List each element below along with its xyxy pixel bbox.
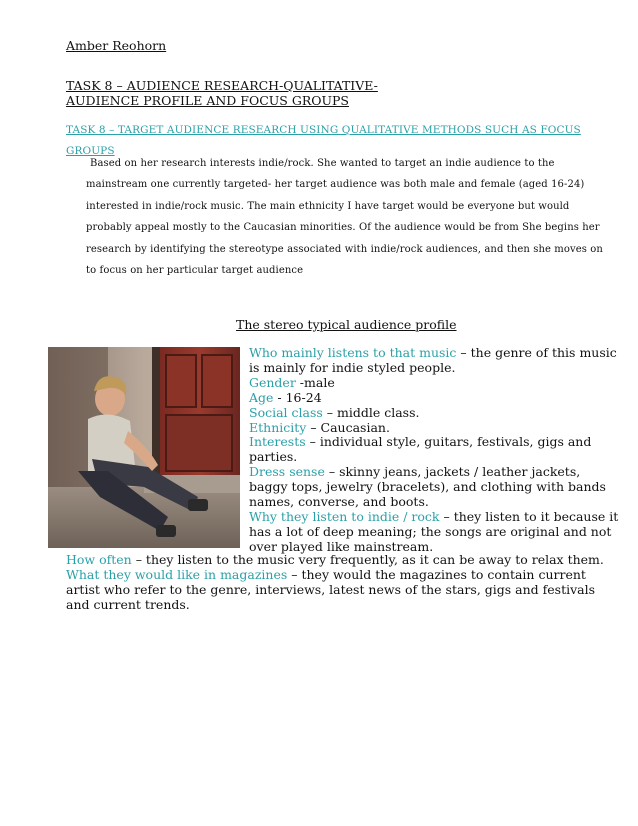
profile-item-text: -male xyxy=(295,374,335,390)
audience-profile-bottom xyxy=(66,553,621,613)
profile-item xyxy=(66,568,621,613)
profile-item-label: Interests xyxy=(249,434,306,450)
profile-item-text: – they listen to the music very frequently, as it can be away to relax them. xyxy=(131,552,604,567)
intro-line: mainstream one currently targeted- her target audience was both male and female (aged 16-24) xyxy=(86,179,585,191)
profile-item xyxy=(249,376,619,391)
profile-item-text: – they listen to it because it has a lot of deep meaning; the songs are original and not over played like mainstream. xyxy=(249,508,619,554)
profile-item-label: Why they listen to indie / rock xyxy=(249,508,440,524)
profile-item-label: Social class xyxy=(249,404,323,420)
intro-line: Based on her research interests indie/rock. She wanted to target an indie audience to the xyxy=(90,158,555,169)
task-title-line-2: AUDIENCE PROFILE AND FOCUS GROUPS xyxy=(66,93,349,108)
intro-line: interested in indie/rock music. The main ethnicity I have target would be everyone but would xyxy=(86,200,570,212)
profile-item-label: Gender xyxy=(249,374,296,390)
profile-item-label: Who mainly listens to that music xyxy=(249,345,457,360)
profile-item-label: Age xyxy=(249,389,274,405)
profile-title: The stereo typical audience profile xyxy=(236,317,457,332)
profile-item-text: – Caucasian. xyxy=(306,419,390,435)
profile-item-text: – individual style, guitars, festivals, gigs and parties. xyxy=(249,434,592,465)
profile-item-label: Ethnicity xyxy=(249,419,307,435)
profile-item xyxy=(249,465,619,510)
author-name: Amber Reohorn xyxy=(66,38,167,53)
sub-heading: TASK 8 – TARGET AUDIENCE RESEARCH USING QUALITATIVE METHODS SUCH AS FOCUS GROUPS xyxy=(66,124,581,157)
profile-item xyxy=(249,346,619,376)
profile-item-text: - 16-24 xyxy=(273,389,322,405)
profile-item-text: – middle class. xyxy=(322,404,420,420)
profile-item-text: – they would the magazines to contain current artist who refer to the genre, interviews, latest news of the stars, gigs and festivals and current trends. xyxy=(66,566,596,612)
profile-item xyxy=(249,435,619,465)
profile-item-label: How often xyxy=(66,552,132,567)
intro-line: research by identifying the stereotype associated with indie/rock audiences, and then she moves on xyxy=(86,243,603,255)
profile-item xyxy=(249,421,619,436)
profile-item xyxy=(249,510,619,555)
profile-item-label: What they would like in magazines xyxy=(66,566,288,582)
task-title-line-1: TASK 8 – AUDIENCE RESEARCH-QUALITATIVE- xyxy=(66,78,378,93)
task-title xyxy=(66,78,378,108)
profile-item-text: – skinny jeans, jackets / leather jackets, baggy tops, jewelry (bracelets), and clothing with bands names, converse, and boots. xyxy=(249,464,606,510)
intro-paragraph xyxy=(86,153,616,281)
intro-line: to focus on her particular target audience xyxy=(86,265,304,277)
profile-item-label: Dress sense xyxy=(249,464,325,480)
profile-item xyxy=(249,391,619,406)
profile-item xyxy=(249,406,619,421)
profile-item xyxy=(66,553,621,568)
intro-line: probably appeal mostly to the Caucasian minorities. Of the audience would be from She begins her xyxy=(86,222,600,234)
audience-photo xyxy=(48,347,240,548)
profile-item-text: – the genre of this music is mainly for indie styled people. xyxy=(249,345,617,375)
audience-profile-list xyxy=(249,346,619,555)
